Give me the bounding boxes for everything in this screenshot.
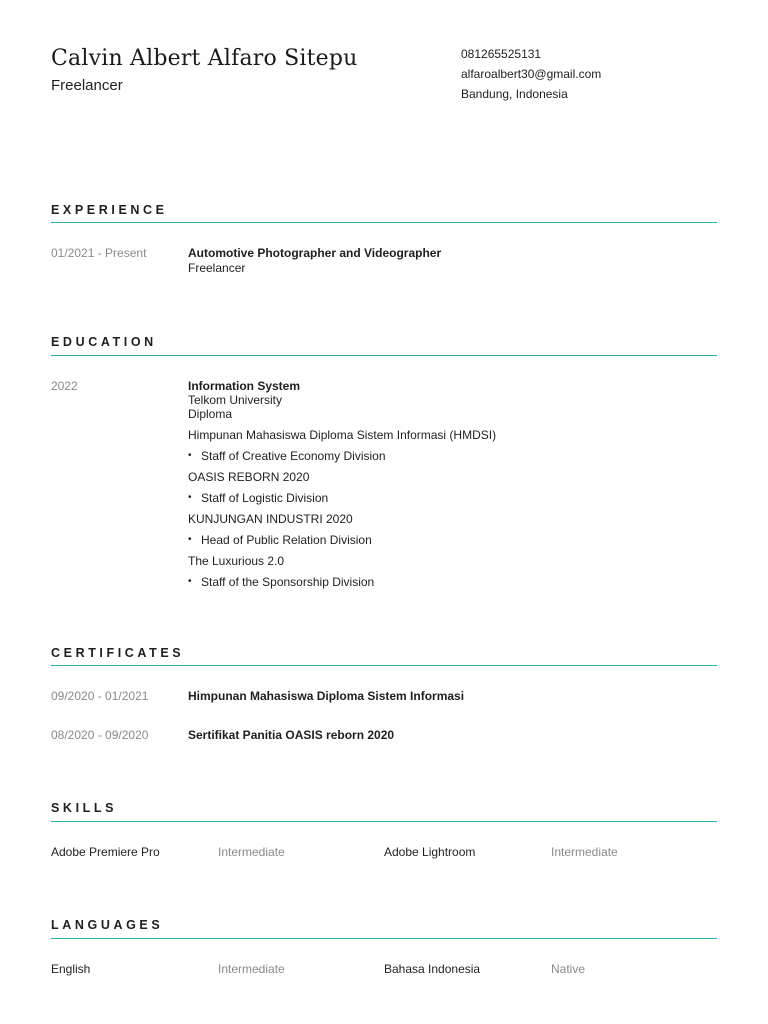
language-level: Native (551, 962, 586, 976)
email-address: alfaroalbert30@gmail.com (461, 67, 602, 81)
certificate-date: 09/2020 - 01/2021 (51, 689, 149, 703)
experience-company: Freelancer (188, 261, 246, 275)
section-title-languages: LANGUAGES (51, 918, 164, 932)
education-field: Information System (188, 379, 301, 393)
activity-org: Himpunan Mahasiswa Diploma Sistem Informasi (HMDSI) (188, 428, 497, 442)
section-title-education: EDUCATION (51, 335, 157, 349)
certificate-name: Sertifikat Panitia OASIS reborn 2020 (188, 728, 395, 742)
language-name: English (51, 962, 91, 976)
experience-entry (188, 246, 441, 275)
activity-org: KUNJUNGAN INDUSTRI 2020 (188, 512, 353, 526)
candidate-role: Freelancer (51, 77, 123, 94)
certificate-date: 08/2020 - 09/2020 (51, 728, 149, 742)
activity-role: • Head of Public Relation Division (188, 533, 496, 547)
certificate-name: Himpunan Mahasiswa Diploma Sistem Informasi (188, 689, 465, 703)
skill-name: Adobe Premiere Pro (51, 845, 160, 859)
candidate-name: Calvin Albert Alfaro Sitepu (51, 46, 358, 71)
skill-name: Adobe Lightroom (384, 845, 476, 859)
language-name: Bahasa Indonesia (384, 962, 481, 976)
phone-number: 081265525131 (461, 47, 542, 61)
skill-level: Intermediate (218, 845, 285, 859)
section-title-skills: SKILLS (51, 801, 118, 815)
education-entry (188, 379, 496, 589)
section-divider (51, 821, 717, 822)
activity-role: • Staff of the Sponsorship Division (188, 575, 496, 589)
activity-org: The Luxurious 2.0 (188, 554, 285, 568)
skill-level: Intermediate (551, 845, 618, 859)
experience-date: 01/2021 - Present (51, 246, 147, 260)
section-divider (51, 938, 717, 939)
experience-position: Automotive Photographer and Videographer (188, 246, 442, 260)
activity-role: • Staff of Creative Economy Division (188, 449, 496, 463)
education-degree: Diploma (188, 407, 233, 421)
section-title-experience: EXPERIENCE (51, 203, 168, 217)
location: Bandung, Indonesia (461, 87, 568, 101)
activity-role: • Staff of Logistic Division (188, 491, 496, 505)
language-level: Intermediate (218, 962, 285, 976)
contact-block (461, 46, 601, 106)
section-title-certificates: CERTIFICATES (51, 646, 185, 660)
section-divider (51, 665, 717, 666)
education-school: Telkom University (188, 393, 283, 407)
activity-org: OASIS REBORN 2020 (188, 470, 310, 484)
education-date: 2022 (51, 379, 78, 393)
section-divider (51, 222, 717, 223)
section-divider (51, 355, 717, 356)
